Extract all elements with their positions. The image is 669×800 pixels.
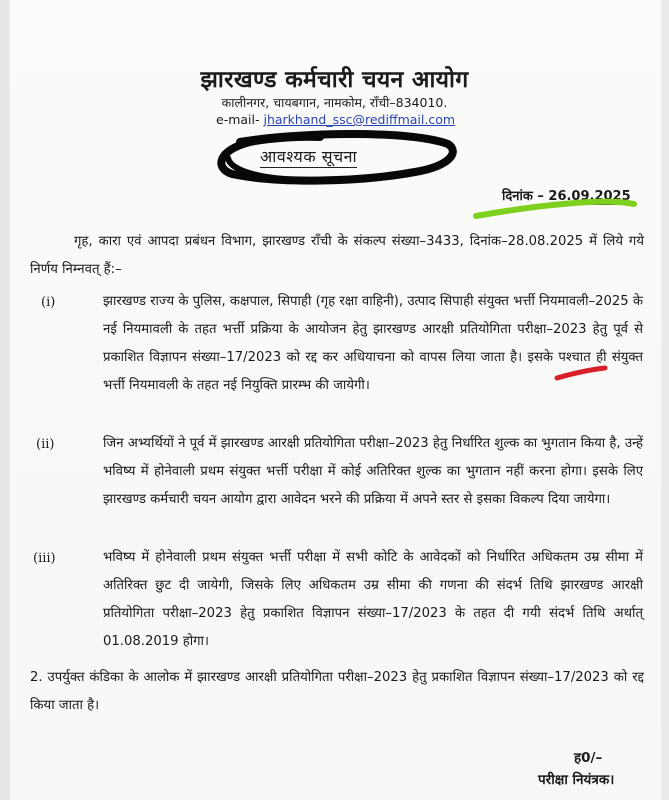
email-link[interactable]: jharkhand_ssc@rediffmail.com [263,112,456,127]
paragraph-2: 2. उपर्युक्त कंडिका के आलोक में झारखण्ड आरक्षी प्रतियोगिता परीक्षा–2023 हेतु प्रकाशित विज्ञापन संख्या–17/2023 को रद्द किया जाता है। [30,670,644,713]
red-underline-mark [553,362,613,384]
item-text-2: जिन अभ्यर्थियों ने पूर्व में झारखण्ड आरक्षी प्रतियोगिता परीक्षा–2023 हेतु निर्धारित शुल्क का भुगतान किया है, उन्हें भविष्य में होनेवाली प्रथम संयुक्त भर्त्ती परीक्षा में कोई अतिरिक्त शुल्क का भुगतान नहीं करना होगा। इसके लिए झारखण्ड कर्मचारी चयन आयोग द्वारा आवेदन भरने की प्रक्रिया में अपने स्तर से इसका विकल्प दिया जायेगा। [103,436,643,507]
organization-address: कालीनगर, चायबगान, नामकोम, राँची–834010. [221,95,448,110]
email-label: e-mail- [216,112,260,127]
page-edge-right [661,0,669,800]
green-highlight-stroke [470,192,640,222]
page-edge-left [0,0,10,800]
signature-designation: परीक्षा नियंत्रक। [538,772,615,788]
intro-paragraph: गृह, कारा एवं आपदा प्रबंधन विभाग, झारखण्ड राँची के संकल्प संख्या–3433, दिनांक–28.08.2025 में लिये गये निर्णय निम्नवत् हैं:– [30,234,644,277]
organization-name: झारखण्ड कर्मचारी चयन आयोग [200,67,469,93]
email-line [216,112,455,127]
item-number-1: (i) [41,295,56,310]
date-label: दिनांक – [502,189,544,204]
notice-title: आवश्यक सूचना [260,147,358,166]
date-value: 26.09.2025 [548,189,631,204]
item-text-1: झारखण्ड राज्य के पुलिस, कक्षपाल, सिपाही (गृह रक्षा वाहिनी), उत्पाद सिपाही संयुक्त भर्त्ती नियमावली–2025 के नई नियमावली के तहत भर्त्ती प्रक्रिया के आयोजन हेतु झारखण्ड आरक्षी प्रतियोगिता परीक्षा–2023 हेतु पूर्व से प्रकाशित विज्ञापन संख्या–17/2023 को रद्द कर अधियाचना को वापस लिया जाता है। इसके पश्चात ही संयुक्त भर्त्ती नियमावली के तहत नई नियुक्ति प्रारम्भ की जायेगी। [103,294,643,393]
signature-sd: ह0/– [574,750,603,766]
item-text-3: भविष्य में होनेवाली प्रथम संयुक्त भर्त्ती परीक्षा में सभी कोटि के आवेदकों को निर्धारित अधिकतम उम्र सीमा में अतिरिक्त छुट दी जायेगी, जिसके लिए अधिकतम उम्र सीमा की गणना की संदर्भ तिथि झारखण्ड आरक्षी प्रतियोगिता परीक्षा–2023 हेतु प्रकाशित विज्ञापन संख्या–17/2023 के तहत दी गयी संदर्भ तिथि अर्थात् 01.08.2019 होगा। [103,550,643,649]
item-number-2: (ii) [36,437,55,452]
item-number-3: (iii) [33,551,56,566]
